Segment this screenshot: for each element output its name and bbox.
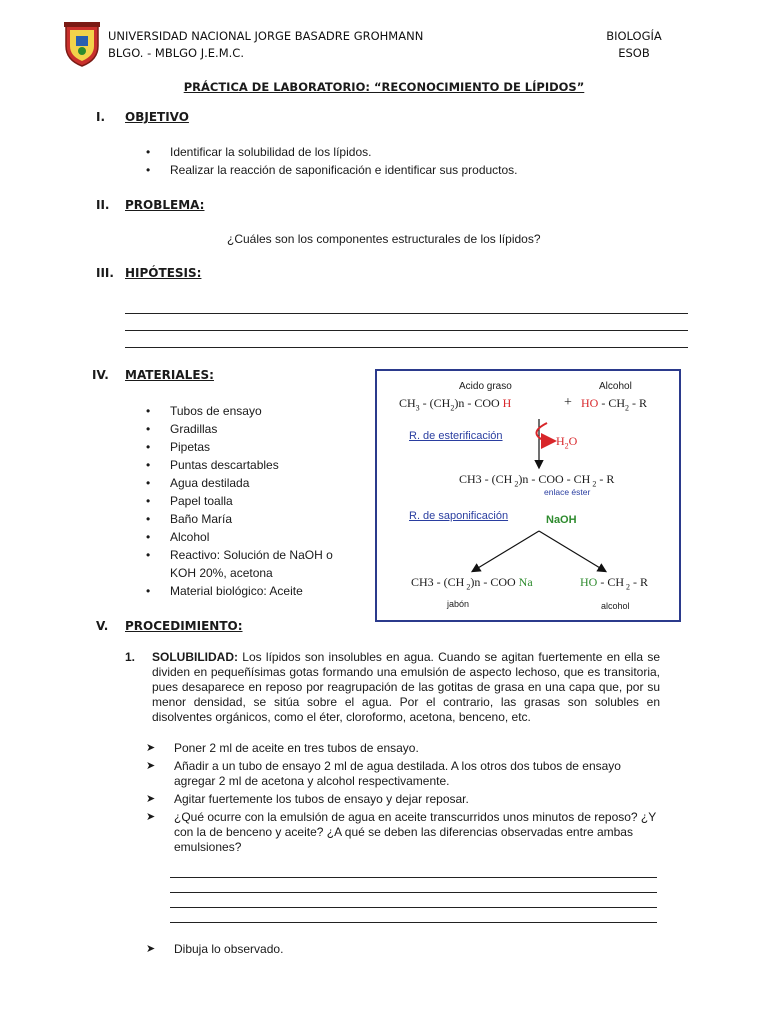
label-saponificacion: R. de saponificación <box>409 510 509 522</box>
header-subject: BIOLOGÍA <box>606 29 662 43</box>
label-enlace-ester: enlace éster <box>544 487 591 497</box>
answer-line[interactable] <box>170 907 657 908</box>
list-item: • Material biológico: Aceite <box>146 582 361 600</box>
list-item: ➤ Poner 2 ml de aceite en tres tubos de ensayo. <box>146 741 661 756</box>
university-logo <box>62 20 102 68</box>
reactant-alcohol: HO - $CH_2$ - R <box>581 396 648 413</box>
step-paragraph <box>152 650 660 725</box>
plus-sign: + <box>564 395 572 410</box>
list-item: ➤ Añadir a un tubo de ensayo 2 ml de agua destilada. A los otros dos tubos de ensayo agregar 2 ml de acetona y alcohol respectivamente. <box>146 759 661 789</box>
step-text: Los lípidos son insolubles en agua. Cuando se agitan fuertemente en ella se dividen en pequeñísimas gotas formando una emulsión de aspecto lechoso, que es transitoria, pues desaparece en reposo por reagrupación de las gotitas de grasa en una capa que, por su menor densidad, se sitúa sobre el agua. Por el contrario, las grasas son solubles en disolventes orgánicos, como el éter, cloroformo, acetona, benceno, etc. <box>152 650 660 724</box>
list-item: • Reactivo: Solución de NaOH o KOH 20%, acetona <box>146 546 361 582</box>
header-university: UNIVERSIDAD NACIONAL JORGE BASADRE GROHMANN <box>108 29 424 43</box>
label-esterificacion: R. de esterificación <box>409 430 503 442</box>
arrow-split-left <box>473 531 539 571</box>
list-item: • Puntas descartables <box>146 456 361 474</box>
section-title-procedimiento: PROCEDIMIENTO: <box>125 619 243 633</box>
page-title: PRÁCTICA DE LABORATORIO: “RECONOCIMIENTO DE LÍPIDOS” <box>183 80 585 94</box>
step-title: SOLUBILIDAD: <box>152 650 238 664</box>
list-item: • Gradillas <box>146 420 361 438</box>
alcohol-product: HO - CH $_2$ - R <box>580 575 649 592</box>
section-number: IV. <box>92 368 109 382</box>
answer-line[interactable] <box>125 347 688 348</box>
section-number: V. <box>96 619 109 633</box>
label-acido-graso: Acido graso <box>459 381 512 392</box>
section-title-hipotesis: HIPÓTESIS: <box>125 266 202 280</box>
ester-formula: CH3 - (CH $_2$)n - COO - CH $_2$ - R <box>459 472 615 489</box>
header-authors: BLGO. - MBLGO J.E.M.C. <box>108 46 244 60</box>
reaction-diagram <box>375 369 681 622</box>
list-item: • Identificar la solubilidad de los lípidos. <box>146 143 706 161</box>
answer-line[interactable] <box>170 877 657 878</box>
label-alcohol-bottom: alcohol <box>601 601 630 611</box>
section-title-problema: PROBLEMA: <box>125 198 205 212</box>
answer-line[interactable] <box>170 892 657 893</box>
section-number: I. <box>96 110 106 124</box>
section-number: II. <box>96 198 110 212</box>
label-jabon: jabón <box>447 599 470 609</box>
reactant-formula: $CH_3 - (CH_2)n$ - COO H <box>399 396 512 413</box>
arrow-split-right <box>539 531 605 571</box>
soap-formula: CH3 - (CH $_2$)n - COO Na <box>411 575 533 592</box>
header-school: ESOB <box>618 46 650 60</box>
problem-question: ¿Cuáles son los componentes estructurales de los lípidos? <box>227 232 541 246</box>
list-item: • Baño María <box>146 510 361 528</box>
section-number: III. <box>96 266 114 280</box>
label-alcohol-top: Alcohol <box>599 381 632 392</box>
list-item: ➤ Dibuja lo observado. <box>146 942 661 957</box>
label-naoh: NaOH <box>546 514 577 526</box>
water-product: $H_2O$ <box>556 434 578 451</box>
section-title-materiales: MATERIALES: <box>125 368 214 382</box>
step-number: 1. <box>125 650 136 664</box>
answer-line[interactable] <box>125 313 688 314</box>
answer-line[interactable] <box>170 922 657 923</box>
list-item: ➤ Agitar fuertemente los tubos de ensayo y dejar reposar. <box>146 792 661 807</box>
shield-icon <box>62 20 102 68</box>
list-item: ➤ ¿Qué ocurre con la emulsión de agua en aceite transcurridos unos minutos de reposo? ¿Y con la de benceno y aceite? ¿A qué se deben las diferencias observadas entre ambas emulsiones? <box>146 810 661 855</box>
list-item: • Agua destilada <box>146 474 361 492</box>
objetivo-list <box>146 143 706 179</box>
list-item: • Realizar la reacción de saponificación e identificar sus productos. <box>146 161 706 179</box>
list-item: • Pipetas <box>146 438 361 456</box>
list-item: • Alcohol <box>146 528 361 546</box>
procedure-list-final <box>146 942 661 960</box>
list-item: • Tubos de ensayo <box>146 402 361 420</box>
list-item: • Papel toalla <box>146 492 361 510</box>
answer-line[interactable] <box>125 330 688 331</box>
section-title-objetivo: OBJETIVO <box>125 110 189 124</box>
procedure-list <box>146 741 661 858</box>
materiales-list <box>146 402 361 600</box>
